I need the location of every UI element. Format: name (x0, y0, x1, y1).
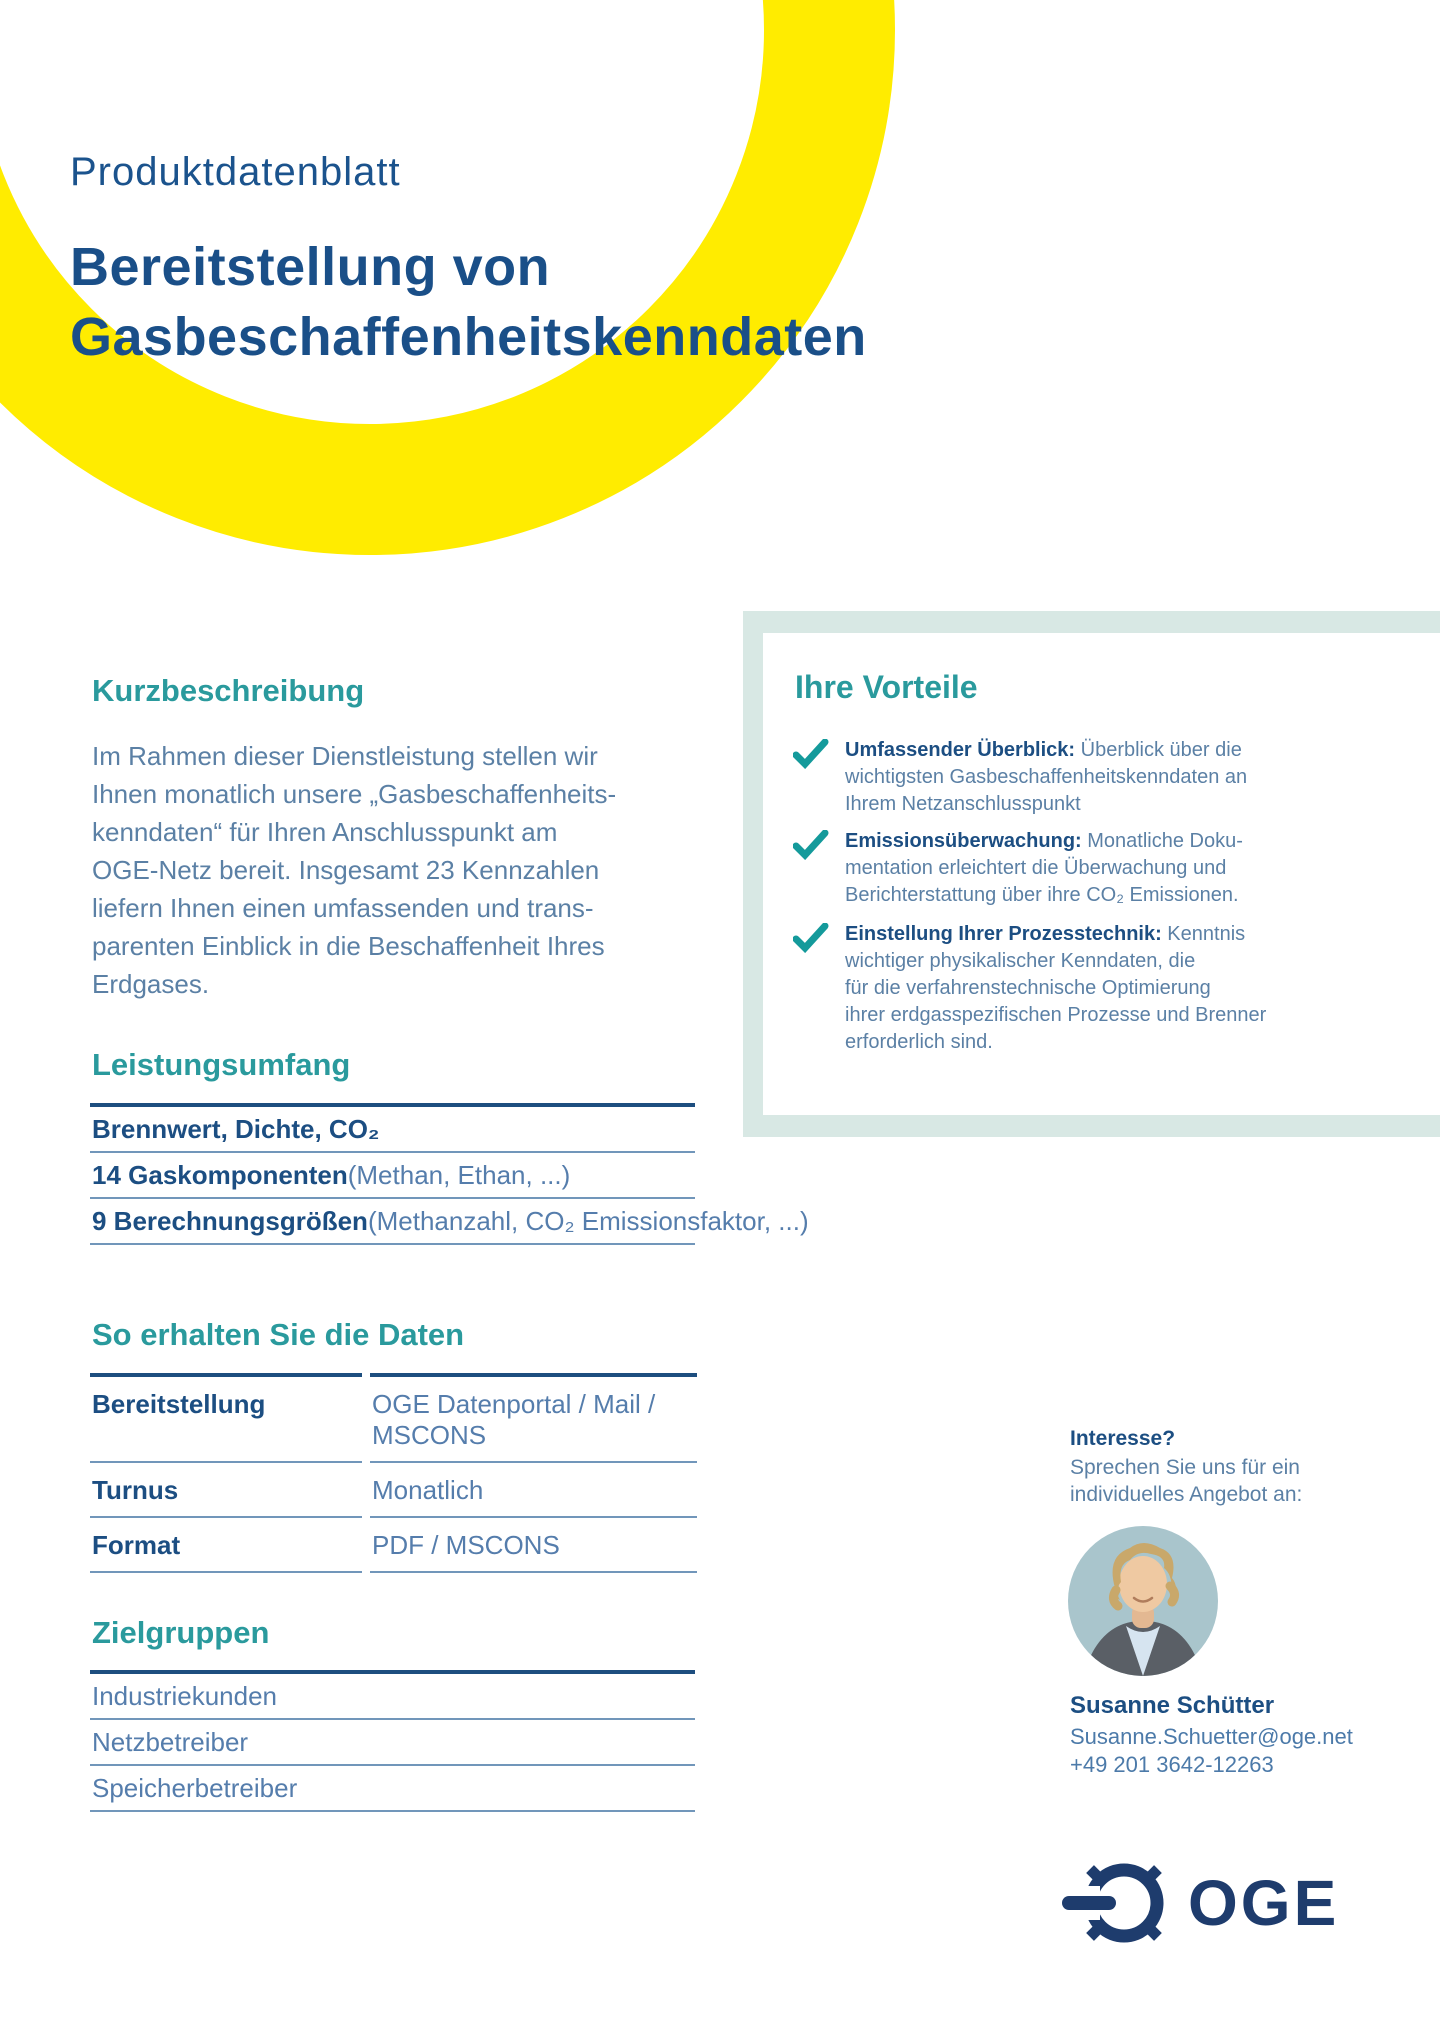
value-line: OGE Datenportal / Mail / (372, 1389, 656, 1419)
vorteil-line (845, 828, 1243, 855)
checkmark-icon (793, 830, 829, 860)
vorteil-lead: Einstellung Ihrer Prozesstechnik: (845, 923, 1162, 945)
table-row-value: Monatlich (370, 1463, 697, 1518)
row-label: Brennwert, Dichte, CO₂ (92, 1113, 380, 1144)
zielgruppe-row: Industriekunden (90, 1674, 695, 1720)
vorteil-line: ihrer erdgasspezifischen Prozesse und Brenner (845, 1004, 1267, 1026)
vorteil-text (845, 737, 1247, 818)
contact-intro (1070, 1454, 1302, 1508)
vorteil-lead: Emissionsüberwachung: (845, 830, 1082, 852)
contact-name: Susanne Schütter (1070, 1692, 1275, 1719)
section-heading-kurzbeschreibung: Kurzbeschreibung (92, 673, 365, 708)
table-row (90, 1107, 695, 1153)
vorteil-item (793, 737, 1247, 818)
vorteil-text (845, 828, 1243, 909)
datenbezug-table (90, 1373, 697, 1573)
vorteil-line: wichtiger physikalischer Kenndaten, die (845, 950, 1196, 972)
contact-photo-illustration (1068, 1526, 1218, 1676)
vorteil-lead: Umfassender Überblick: (845, 739, 1076, 761)
contact-intro-line: individuelles Angebot an: (1070, 1483, 1303, 1506)
zielgruppe-row: Speicherbetreiber (90, 1766, 695, 1812)
row-label: 9 Berechnungsgrößen (92, 1205, 368, 1236)
oge-logo-text: OGE (1188, 1867, 1340, 1939)
kurzbeschreibung-line: Erdgases. (92, 969, 210, 999)
vorteil-line: mentation erleichtert die Überwachung und (845, 857, 1227, 879)
contact-heading: Interesse? (1070, 1427, 1176, 1450)
table-row (90, 1153, 695, 1199)
kurzbeschreibung-line: liefern Ihnen einen umfassenden und trans- (92, 893, 594, 923)
vorteil-text (845, 921, 1266, 1056)
vorteil-item (793, 828, 1243, 909)
leistungsumfang-table (90, 1103, 809, 1245)
section-heading-vorteile: Ihre Vorteile (795, 669, 978, 705)
page-title (70, 232, 867, 372)
vorteil-rest: Kenntnis (1161, 923, 1246, 945)
vorteil-line: für die verfahrenstechnische Optimierung (845, 977, 1211, 999)
contact-phone-link[interactable]: +49 201 3642-12263 (1070, 1752, 1274, 1777)
vorteil-line: wichtigsten Gasbeschaffenheitskenndaten an (845, 766, 1248, 788)
table-row-label: Bereitstellung (90, 1373, 362, 1463)
contact-intro-line: Sprechen Sie uns für ein (1070, 1456, 1300, 1479)
checkmark-icon (793, 923, 829, 953)
vorteil-rest: Überblick über die (1075, 739, 1242, 761)
kurzbeschreibung-line: OGE-Netz bereit. Insgesamt 23 Kennzahlen (92, 855, 600, 885)
vorteil-line: Berichterstattung über ihre CO₂ Emissionen. (845, 884, 1239, 906)
vorteil-item (793, 921, 1266, 1056)
zielgruppe-row: Netzbetreiber (90, 1720, 695, 1766)
vorteil-line: erforderlich sind. (845, 1031, 993, 1053)
section-heading-so-erhalten: So erhalten Sie die Daten (92, 1317, 465, 1352)
document-kicker: Produktdatenblatt (70, 150, 401, 194)
oge-logo-icon (1050, 1853, 1180, 1957)
section-heading-zielgruppen: Zielgruppen (92, 1615, 270, 1650)
vorteil-line: Ihrem Netzanschlusspunkt (845, 793, 1081, 815)
kurzbeschreibung-text (92, 737, 616, 1003)
kurzbeschreibung-line: parenten Einblick in die Beschaffenheit Ihres (92, 931, 605, 961)
kurzbeschreibung-line: Im Rahmen dieser Dienstleistung stellen wir (92, 741, 598, 771)
value-line: MSCONS (372, 1420, 487, 1450)
table-row-label: Turnus (90, 1463, 362, 1518)
table-row (90, 1199, 809, 1245)
contact-email-link[interactable]: Susanne.Schuetter@oge.net (1070, 1724, 1353, 1749)
vorteil-line (845, 737, 1247, 764)
avatar (1068, 1526, 1218, 1676)
vorteil-line (845, 921, 1266, 948)
table-row-label: Format (90, 1518, 362, 1573)
page-title-line2: Gasbeschaffenheitskenndaten (70, 307, 867, 367)
section-heading-leistungsumfang: Leistungsumfang (92, 1047, 351, 1082)
row-detail: (Methanzahl, CO₂ Emissionsfaktor, ...) (367, 1205, 809, 1236)
vorteil-rest: Monatliche Doku- (1081, 830, 1243, 852)
page-title-line1: Bereitstellung von (70, 237, 551, 297)
row-label: 14 Gaskomponenten (92, 1159, 348, 1190)
row-detail: (Methan, Ethan, ...) (347, 1159, 571, 1190)
zielgruppen-table (90, 1670, 695, 1812)
kurzbeschreibung-line: Ihnen monatlich unsere „Gasbeschaffenheits- (92, 779, 617, 809)
kurzbeschreibung-line: kenndaten“ für Ihren Anschlusspunkt am (92, 817, 558, 847)
table-row-value (370, 1373, 697, 1463)
checkmark-icon (793, 739, 829, 769)
table-row-value: PDF / MSCONS (370, 1518, 697, 1573)
